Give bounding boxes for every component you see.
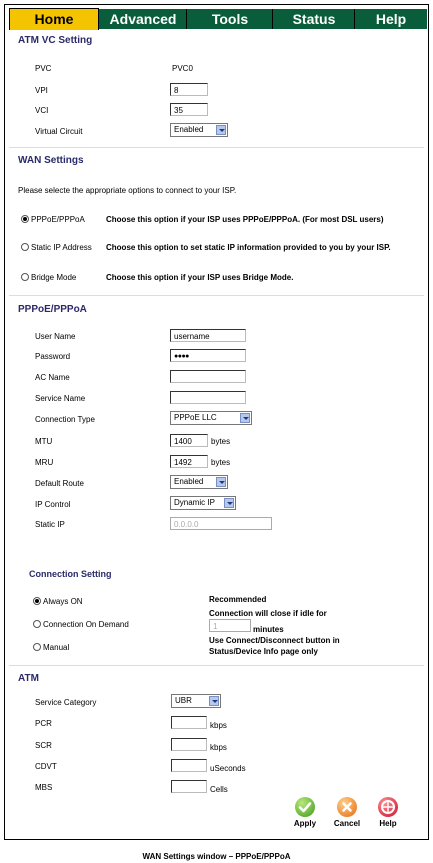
username-field[interactable]: username <box>170 329 246 342</box>
cross-icon <box>337 797 357 817</box>
tab-tools[interactable]: Tools <box>186 9 273 29</box>
divider <box>9 147 424 148</box>
pcr-field[interactable] <box>171 716 207 729</box>
chevron-down-icon <box>216 477 226 487</box>
cdvt-unit: uSeconds <box>210 764 246 773</box>
bridge-mode-option-desc: Choose this option if your ISP uses Bridge Mode. <box>106 273 294 282</box>
idle-unit: minutes <box>253 625 284 634</box>
wan-intro-text: Please selecte the appropriate options to connect to your ISP. <box>18 186 237 195</box>
pppoe-option-label: PPPoE/PPPoA <box>31 215 85 224</box>
chevron-down-icon <box>209 696 219 706</box>
connection-section-title: Connection Setting <box>29 569 112 579</box>
figure-caption: WAN Settings window – PPPoE/PPPoA <box>142 852 291 861</box>
vci-field[interactable]: 35 <box>170 103 208 116</box>
virtual-circuit-label: Virtual Circuit <box>35 127 83 136</box>
virtual-circuit-select[interactable] <box>170 123 228 137</box>
manual-radio[interactable] <box>33 643 41 651</box>
pppoe-section-title: PPPoE/PPPoA <box>18 304 87 315</box>
static-ip-radio[interactable] <box>21 243 29 251</box>
pcr-label: PCR <box>35 719 52 728</box>
connection-type-label: Connection Type <box>35 415 95 424</box>
service-name-field[interactable] <box>170 391 246 404</box>
default-route-label: Default Route <box>35 479 84 488</box>
checkmark-icon <box>295 797 315 817</box>
virtual-circuit-value: Enabled <box>174 125 204 134</box>
pppoe-radio[interactable] <box>21 215 29 223</box>
pppoe-option-desc: Choose this option if your ISP uses PPPoE/PPPoA. (For most DSL users) <box>106 215 384 224</box>
chevron-down-icon <box>240 413 250 423</box>
scr-unit: kbps <box>210 743 227 752</box>
pvc-label: PVC <box>35 64 52 73</box>
pcr-unit: kbps <box>210 721 227 730</box>
tab-advanced[interactable]: Advanced <box>98 9 187 29</box>
bridge-mode-radio[interactable] <box>21 273 29 281</box>
mtu-unit: bytes <box>211 437 231 446</box>
password-field[interactable]: ●●●● <box>170 349 246 362</box>
manual-label: Manual <box>43 643 70 652</box>
ip-control-select[interactable] <box>170 496 236 510</box>
mru-label: MRU <box>35 458 54 467</box>
cancel-label: Cancel <box>333 819 361 828</box>
vci-label: VCI <box>35 106 49 115</box>
password-label: Password <box>35 352 71 361</box>
ip-control-value: Dynamic IP <box>174 498 215 507</box>
tab-status[interactable]: Status <box>272 9 355 29</box>
chevron-down-icon <box>224 498 234 508</box>
cancel-button[interactable] <box>329 797 365 828</box>
default-route-value: Enabled <box>174 477 204 486</box>
static-ip-option-desc: Choose this option to set static IP information provided to you by your ISP. <box>106 243 391 252</box>
static-ip-label: Static IP <box>35 520 65 529</box>
scr-field[interactable] <box>171 738 207 751</box>
idle-minutes-field[interactable]: 1 <box>209 619 251 632</box>
divider <box>9 295 424 296</box>
settings-panel <box>4 4 429 840</box>
on-demand-label: Connection On Demand <box>43 620 129 629</box>
recommended-text: Recommended <box>209 595 267 604</box>
on-demand-radio[interactable] <box>33 620 41 628</box>
manual-note-line1: Use Connect/Disconnect button in <box>209 636 340 645</box>
divider <box>9 665 424 666</box>
help-button[interactable] <box>373 797 403 828</box>
manual-note-line2: Status/Device Info page only <box>209 647 318 656</box>
ip-control-label: IP Control <box>35 500 71 509</box>
service-category-select[interactable] <box>171 694 221 708</box>
bridge-mode-option-label: Bridge Mode <box>31 273 77 282</box>
static-ip-option-label: Static IP Address <box>31 243 92 252</box>
atm-section-title: ATM <box>18 673 39 684</box>
connection-type-value: PPPoE LLC <box>174 413 217 422</box>
cdvt-field[interactable] <box>171 759 207 772</box>
mtu-label: MTU <box>35 437 53 446</box>
wan-section-title: WAN Settings <box>18 155 84 166</box>
service-category-label: Service Category <box>35 698 97 707</box>
username-label: User Name <box>35 332 76 341</box>
idle-close-text: Connection will close if idle for <box>209 609 327 618</box>
help-label: Help <box>379 819 397 828</box>
mtu-field[interactable]: 1400 <box>170 434 208 447</box>
ac-name-field[interactable] <box>170 370 246 383</box>
help-icon <box>378 797 398 817</box>
mru-field[interactable]: 1492 <box>170 455 208 468</box>
mru-unit: bytes <box>211 458 231 467</box>
mbs-field[interactable] <box>171 780 207 793</box>
service-name-label: Service Name <box>35 394 86 403</box>
vpi-label: VPI <box>35 86 48 95</box>
apply-label: Apply <box>293 819 317 828</box>
atm-vc-section-title: ATM VC Setting <box>18 35 93 46</box>
tab-help[interactable]: Help <box>354 9 427 29</box>
cdvt-label: CDVT <box>35 762 57 771</box>
mbs-unit: Cells <box>210 785 228 794</box>
vpi-field[interactable]: 8 <box>170 83 208 96</box>
pvc-value: PVC0 <box>172 64 193 73</box>
scr-label: SCR <box>35 741 52 750</box>
chevron-down-icon <box>216 125 226 135</box>
connection-type-select[interactable] <box>170 411 252 425</box>
apply-button[interactable] <box>290 797 320 828</box>
static-ip-field[interactable]: 0.0.0.0 <box>170 517 272 530</box>
service-category-value: UBR <box>175 696 192 705</box>
always-on-radio[interactable] <box>33 597 41 605</box>
tab-bar <box>5 5 428 29</box>
ac-name-label: AC Name <box>35 373 70 382</box>
default-route-select[interactable] <box>170 475 228 489</box>
always-on-label: Always ON <box>43 597 83 606</box>
tab-home[interactable]: Home <box>9 8 99 30</box>
mbs-label: MBS <box>35 783 53 792</box>
